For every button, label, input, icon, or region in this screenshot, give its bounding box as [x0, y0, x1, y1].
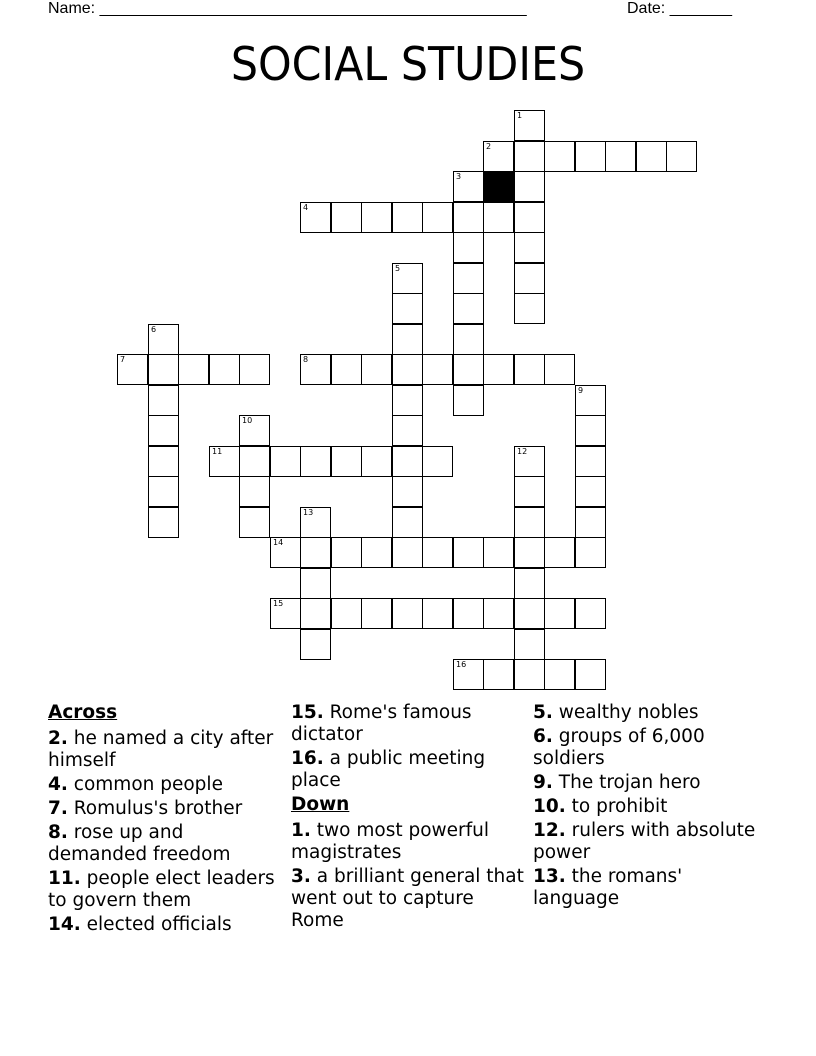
clue-text: to prohibit — [565, 796, 668, 817]
grid-cell[interactable] — [575, 507, 606, 538]
clue-number-label: 13. — [533, 866, 566, 887]
grid-cell[interactable] — [270, 598, 301, 629]
grid-cell[interactable] — [148, 507, 179, 538]
grid-cell[interactable] — [514, 263, 545, 294]
clues-column-3 — [533, 702, 773, 912]
grid-cell[interactable] — [148, 354, 179, 385]
grid-cell[interactable] — [392, 446, 423, 477]
grid-cell[interactable] — [361, 537, 392, 568]
clue-item — [48, 822, 286, 866]
grid-cell[interactable] — [392, 415, 423, 446]
grid-cell[interactable] — [331, 354, 362, 385]
grid-cell[interactable] — [575, 476, 606, 507]
grid-cell[interactable] — [666, 141, 697, 172]
grid-cell[interactable] — [392, 507, 423, 538]
grid-cell[interactable] — [239, 476, 270, 507]
grid-cell[interactable] — [575, 415, 606, 446]
grid-cell[interactable] — [453, 232, 484, 263]
clue-number: 6 — [151, 325, 157, 334]
clue-text: Rome's famous dictator — [291, 702, 472, 745]
clue-number-label: 5. — [533, 702, 553, 723]
grid-cell[interactable] — [544, 598, 575, 629]
clue-text: people elect leaders to govern them — [48, 868, 275, 911]
grid-cell[interactable] — [483, 202, 514, 233]
grid-cell[interactable] — [514, 232, 545, 263]
grid-cell[interactable] — [148, 446, 179, 477]
clue-number-label: 12. — [533, 820, 566, 841]
grid-cell[interactable] — [514, 629, 545, 660]
clue-number-label: 10. — [533, 796, 566, 817]
grid-cell[interactable] — [361, 598, 392, 629]
grid-cell[interactable] — [514, 568, 545, 599]
grid-cell[interactable] — [422, 202, 453, 233]
grid-cell[interactable] — [331, 598, 362, 629]
grid-cell[interactable] — [514, 171, 545, 202]
black-cell — [483, 171, 514, 202]
grid-cell[interactable] — [514, 476, 545, 507]
clue-number: 10 — [242, 416, 253, 425]
grid-cell[interactable] — [514, 110, 545, 141]
across-clue-list — [48, 728, 286, 936]
clue-item — [48, 728, 286, 772]
grid-cell[interactable] — [239, 415, 270, 446]
grid-cell[interactable] — [453, 659, 484, 690]
grid-cell[interactable] — [300, 507, 331, 538]
grid-cell[interactable] — [514, 202, 545, 233]
clue-item — [48, 774, 286, 796]
clue-item — [533, 702, 773, 724]
grid-cell[interactable] — [300, 629, 331, 660]
down-clue-list-continued — [533, 702, 773, 910]
clue-number: 16 — [456, 660, 467, 669]
grid-cell[interactable] — [392, 263, 423, 294]
grid-cell[interactable] — [514, 354, 545, 385]
clue-number-label: 14. — [48, 914, 81, 935]
grid-cell[interactable] — [575, 141, 606, 172]
grid-cell[interactable] — [544, 354, 575, 385]
clue-item — [291, 702, 531, 746]
grid-cell[interactable] — [514, 537, 545, 568]
clue-text: a brilliant general that went out to capture Rome — [291, 866, 524, 931]
grid-cell[interactable] — [544, 659, 575, 690]
clue-text: the romans' language — [533, 866, 683, 909]
grid-cell[interactable] — [300, 537, 331, 568]
clue-item — [291, 866, 531, 932]
name-field[interactable]: Name: ________________________________________________ — [48, 0, 527, 17]
clue-item — [533, 820, 773, 864]
date-field[interactable]: Date: _______ — [627, 0, 732, 17]
grid-cell[interactable] — [483, 537, 514, 568]
grid-cell[interactable] — [453, 354, 484, 385]
grid-cell[interactable] — [453, 171, 484, 202]
clue-number-label: 7. — [48, 798, 68, 819]
clue-number-label: 9. — [533, 772, 553, 793]
grid-cell[interactable] — [270, 446, 301, 477]
grid-cell[interactable] — [392, 354, 423, 385]
grid-cell[interactable] — [331, 202, 362, 233]
down-heading: Down — [291, 794, 350, 815]
clue-number: 13 — [303, 508, 314, 517]
clue-text: he named a city after himself — [48, 728, 274, 771]
grid-cell[interactable] — [361, 202, 392, 233]
grid-cell[interactable] — [453, 598, 484, 629]
grid-cell[interactable] — [453, 293, 484, 324]
grid-cell[interactable] — [392, 293, 423, 324]
grid-cell[interactable] — [422, 537, 453, 568]
grid-cell[interactable] — [575, 659, 606, 690]
clue-number-label: 15. — [291, 702, 324, 723]
clue-number: 9 — [578, 386, 584, 395]
grid-cell[interactable] — [300, 354, 331, 385]
grid-cell[interactable] — [209, 446, 240, 477]
grid-cell[interactable] — [514, 293, 545, 324]
clue-item — [48, 868, 286, 912]
clue-number: 14 — [273, 538, 284, 547]
clue-item — [291, 820, 531, 864]
grid-cell[interactable] — [514, 659, 545, 690]
grid-cell[interactable] — [148, 415, 179, 446]
clue-number: 8 — [303, 355, 309, 364]
grid-cell[interactable] — [453, 324, 484, 355]
clue-item — [533, 726, 773, 770]
clue-number: 7 — [120, 355, 126, 364]
clues-column-1 — [48, 702, 286, 938]
clue-item — [533, 772, 773, 794]
grid-cell[interactable] — [483, 598, 514, 629]
across-heading: Across — [48, 702, 118, 723]
grid-cell[interactable] — [178, 354, 209, 385]
clue-number-label: 4. — [48, 774, 68, 795]
grid-cell[interactable] — [514, 598, 545, 629]
grid-cell[interactable] — [575, 446, 606, 477]
grid-cell[interactable] — [575, 598, 606, 629]
grid-cell[interactable] — [483, 659, 514, 690]
grid-cell[interactable] — [422, 598, 453, 629]
grid-cell[interactable] — [300, 598, 331, 629]
grid-cell[interactable] — [514, 141, 545, 172]
clue-number: 15 — [273, 599, 284, 608]
across-clue-list-continued — [291, 702, 531, 792]
clue-number: 4 — [303, 203, 309, 212]
clue-text: two most powerful magistrates — [291, 820, 490, 863]
grid-cell[interactable] — [575, 385, 606, 416]
grid-cell[interactable] — [239, 507, 270, 538]
clue-text: Romulus's brother — [67, 798, 243, 819]
grid-cell[interactable] — [483, 141, 514, 172]
clue-text: groups of 6,000 soldiers — [533, 726, 705, 769]
grid-cell[interactable] — [331, 537, 362, 568]
clue-number-label: 3. — [291, 866, 311, 887]
clues-column-2 — [291, 702, 531, 934]
clue-number-label: 2. — [48, 728, 68, 749]
grid-cell[interactable] — [239, 446, 270, 477]
grid-cell[interactable] — [392, 202, 423, 233]
grid-cell[interactable] — [148, 385, 179, 416]
clue-number-label: 16. — [291, 748, 324, 769]
grid-cell[interactable] — [453, 537, 484, 568]
grid-cell[interactable] — [483, 354, 514, 385]
clue-number: 3 — [456, 172, 462, 181]
grid-cell[interactable] — [453, 202, 484, 233]
grid-cell[interactable] — [575, 537, 606, 568]
clue-text: The trojan hero — [552, 772, 701, 793]
clue-number-label: 6. — [533, 726, 553, 747]
grid-cell[interactable] — [544, 537, 575, 568]
grid-cell[interactable] — [239, 354, 270, 385]
grid-cell[interactable] — [209, 354, 240, 385]
clue-text: elected officials — [80, 914, 232, 935]
clue-text: rulers with absolute power — [533, 820, 756, 863]
clue-number: 5 — [395, 264, 401, 273]
grid-cell[interactable] — [361, 446, 392, 477]
clue-text: common people — [67, 774, 223, 795]
clue-number-label: 11. — [48, 868, 81, 889]
clue-item — [291, 748, 531, 792]
grid-cell[interactable] — [300, 202, 331, 233]
clue-text: rose up and demanded freedom — [48, 822, 231, 865]
clue-number: 2 — [486, 142, 492, 151]
down-clue-list — [291, 820, 531, 932]
grid-cell[interactable] — [361, 354, 392, 385]
clue-item — [533, 796, 773, 818]
clue-item — [533, 866, 773, 910]
clue-item — [48, 798, 286, 820]
clue-item — [48, 914, 286, 936]
clue-number-label: 8. — [48, 822, 68, 843]
grid-cell[interactable] — [392, 385, 423, 416]
clue-number: 12 — [517, 447, 528, 456]
grid-cell[interactable] — [514, 507, 545, 538]
clue-number-label: 1. — [291, 820, 311, 841]
grid-cell[interactable] — [514, 446, 545, 477]
grid-cell[interactable] — [148, 476, 179, 507]
grid-cell[interactable] — [331, 446, 362, 477]
grid-cell[interactable] — [392, 598, 423, 629]
grid-cell[interactable] — [422, 446, 453, 477]
clue-text: a public meeting place — [291, 748, 486, 791]
grid-cell[interactable] — [392, 324, 423, 355]
grid-cell[interactable] — [636, 141, 667, 172]
grid-cell[interactable] — [422, 354, 453, 385]
grid-cell[interactable] — [148, 324, 179, 355]
grid-cell[interactable] — [392, 476, 423, 507]
grid-cell[interactable] — [117, 354, 148, 385]
grid-cell[interactable] — [300, 568, 331, 599]
page-title: SOCIAL STUDIES — [230, 37, 586, 91]
grid-cell[interactable] — [300, 446, 331, 477]
grid-cell[interactable] — [544, 141, 575, 172]
grid-cell[interactable] — [453, 263, 484, 294]
grid-cell[interactable] — [453, 385, 484, 416]
clue-number: 11 — [212, 447, 223, 456]
grid-cell[interactable] — [605, 141, 636, 172]
grid-cell[interactable] — [270, 537, 301, 568]
grid-cell[interactable] — [392, 537, 423, 568]
clue-number: 1 — [517, 111, 523, 120]
clue-text: wealthy nobles — [552, 702, 699, 723]
